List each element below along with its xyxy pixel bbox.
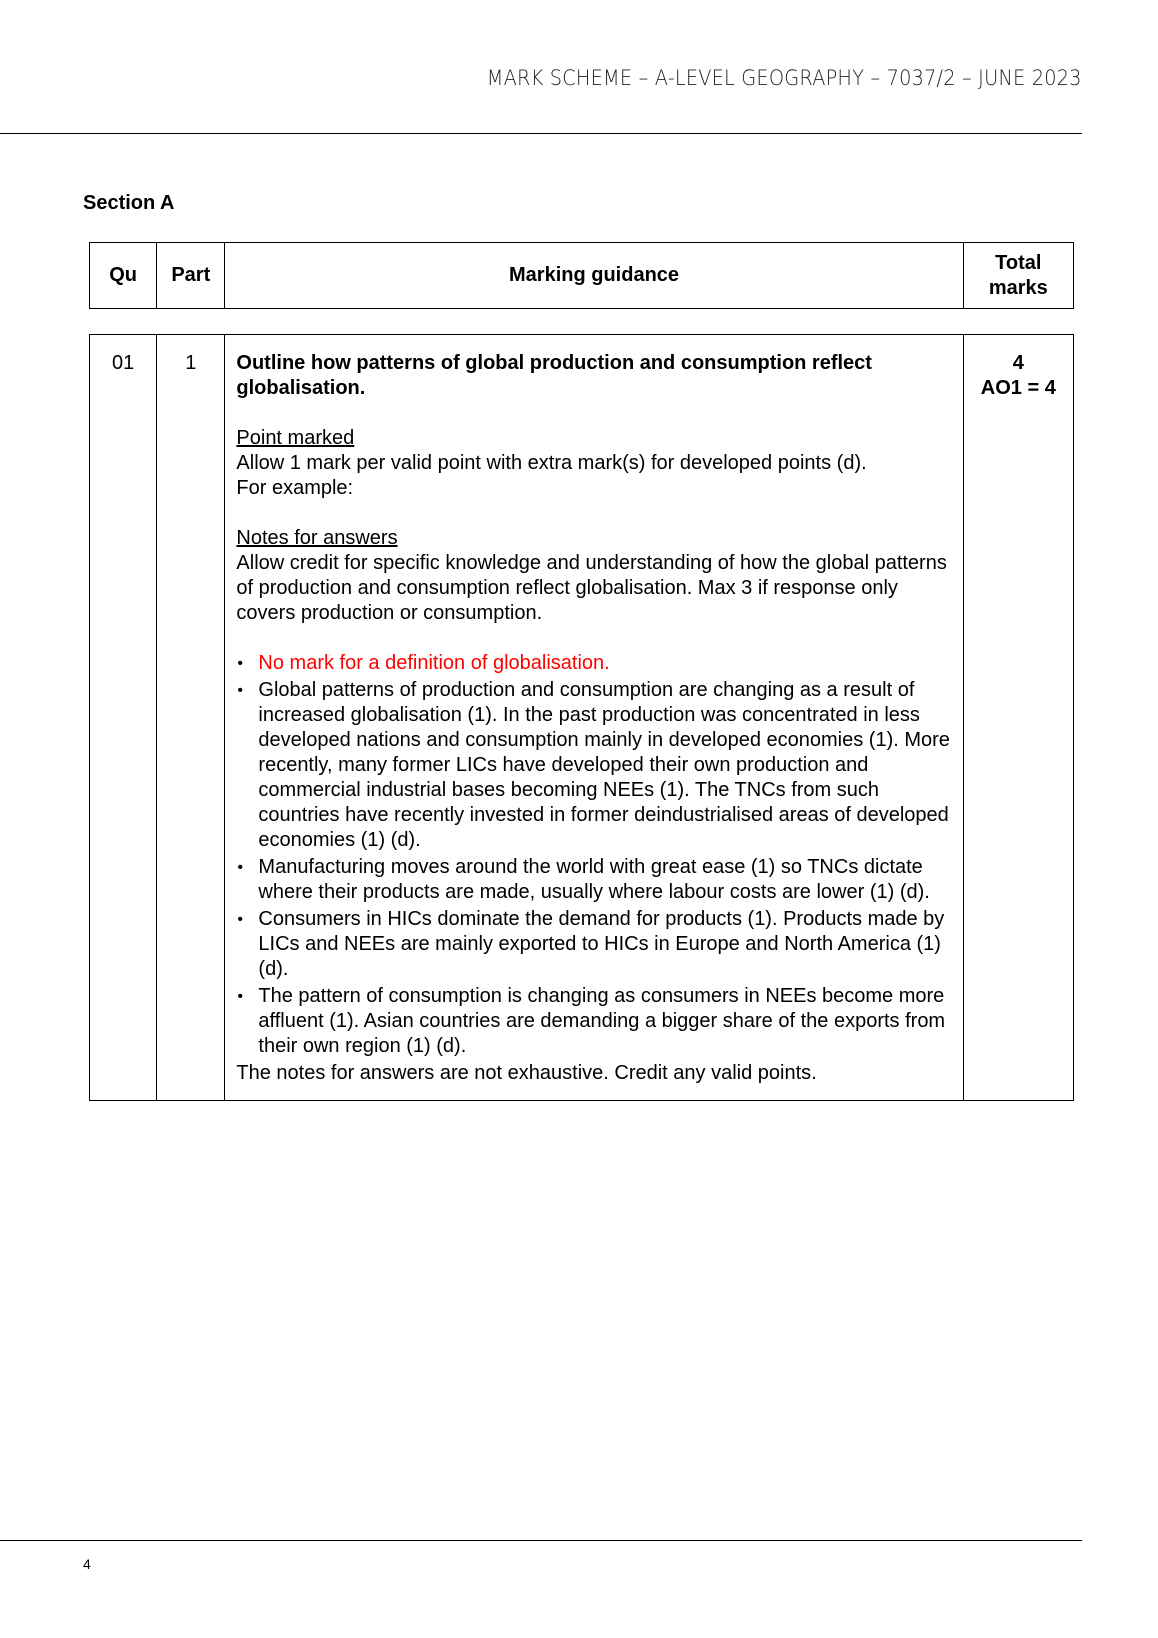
answer-point-text: No mark for a definition of globalisation.	[258, 652, 610, 674]
answer-point-text: The pattern of consumption is changing as consumers in NEEs become more affluent (1). Asian countries are demanding a bigger share of the exports from their own region (1) (d).	[258, 985, 946, 1057]
point-marked-example-label: For example:	[236, 477, 354, 499]
point-marked-heading: Point marked	[236, 427, 355, 449]
total-marks-value: 4	[1012, 352, 1024, 374]
marking-table-header	[89, 242, 1074, 309]
notes-for-answers-text: Allow credit for specific knowledge and understanding of how the global patterns of production and consumption reflect globalisation. Max 3 if response only covers production or consumption.	[236, 552, 947, 624]
answer-point-text: Global patterns of production and consumption are changing as a result of increased globalisation (1). In the past production was concentrated in less developed nations and consumption mainly in developed economies (1). More recently, many former LICs have developed their own production and commercial industrial bases becoming NEEs (1). The TNCs from such countries have recently invested in former deindustrialised areas of developed economies (1) (d).	[258, 679, 950, 851]
bullet-icon: •	[237, 655, 244, 672]
bullet-icon: •	[237, 911, 244, 928]
bullet-icon: •	[237, 682, 244, 699]
section-title: Section A	[83, 192, 175, 214]
assessment-objective-marks: AO1 = 4	[980, 377, 1056, 399]
table-row	[90, 335, 1074, 1101]
page-number: 4	[83, 1556, 91, 1572]
marking-guidance-cell	[225, 335, 963, 1101]
closing-note: The notes for answers are not exhaustive. Credit any valid points.	[236, 1062, 817, 1084]
question-number: 01	[90, 335, 157, 1101]
column-header-total-marks-line2: marks	[988, 276, 1048, 299]
marking-table-body	[89, 334, 1074, 1101]
question-part: 1	[157, 335, 225, 1101]
point-marked-rule: Allow 1 mark per valid point with extra mark(s) for developed points (d).	[236, 452, 867, 474]
list-item	[236, 855, 952, 905]
notes-for-answers-heading: Notes for answers	[236, 527, 398, 549]
answer-point-text: Manufacturing moves around the world with great ease (1) so TNCs dictate where their products are made, usually where labour costs are lower (1) (d).	[258, 856, 930, 903]
answer-points-list	[236, 651, 952, 1059]
list-item	[236, 651, 952, 676]
column-header-qu: Qu	[90, 243, 157, 309]
column-header-total-marks-line1: Total	[995, 251, 1042, 274]
total-marks-cell	[963, 335, 1073, 1101]
header-divider	[0, 133, 1082, 134]
column-header-guidance: Marking guidance	[225, 243, 963, 309]
bullet-icon: •	[237, 859, 244, 876]
list-item	[236, 907, 952, 982]
column-header-total-marks	[963, 243, 1073, 309]
list-item	[236, 984, 952, 1059]
footer-divider	[0, 1540, 1082, 1541]
question-prompt: Outline how patterns of global production and consumption reflect globalisation.	[236, 352, 872, 399]
column-header-part: Part	[157, 243, 225, 309]
list-item	[236, 678, 952, 853]
answer-point-text: Consumers in HICs dominate the demand for products (1). Products made by LICs and NEEs are mainly exported to HICs in Europe and North America (1) (d).	[258, 908, 945, 980]
document-header-title: MARK SCHEME – A-LEVEL GEOGRAPHY – 7037/2 – JUNE 2023	[487, 66, 1082, 90]
bullet-icon: •	[237, 988, 244, 1005]
